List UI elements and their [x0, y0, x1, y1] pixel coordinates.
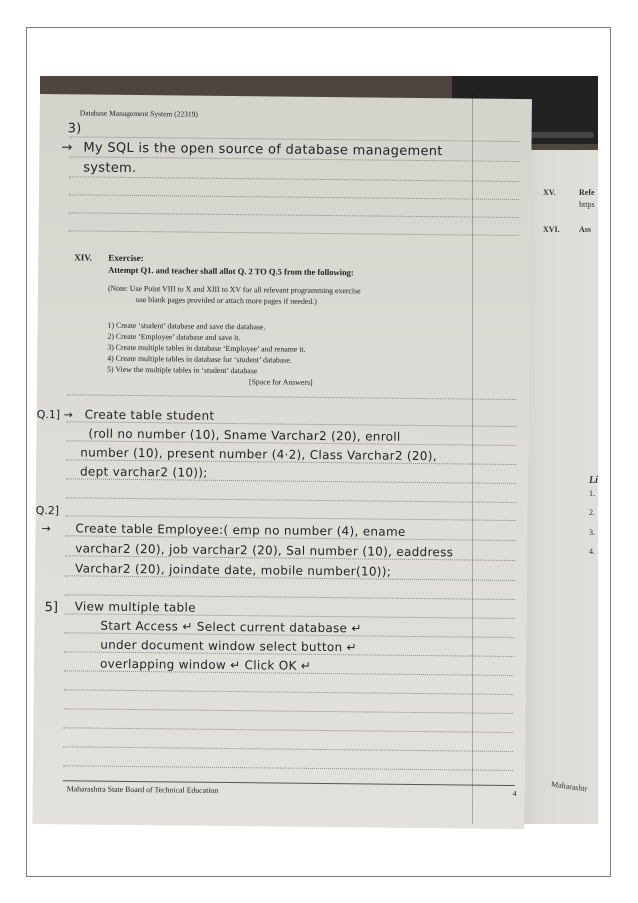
exercise-item: 5) View the multiple tables in ‘student’ database [107, 364, 258, 376]
exercise-item: 3) Create multiple tables in database ‘Employee’ and rename it. [107, 342, 306, 354]
right-xv-sub: https [579, 200, 595, 209]
answer-3-line1: My SQL is the open source of database management [83, 140, 443, 160]
q5-line2: Start Access ↵ Select current database ↵ [100, 618, 362, 636]
right-footer: Maharashtr [550, 779, 588, 794]
exercise-item: 4) Create multiple tables in database for ‘student’ database. [107, 353, 292, 365]
exercise-note-2: use blank pages provided or attach more pages if needed.) [135, 295, 317, 306]
page-number: 4 [512, 788, 517, 799]
answer-3-line2: system. [83, 160, 137, 177]
q2-line3: Varchar2 (20), joindate date, mobile number(10)); [74, 561, 392, 579]
exercise-item: 2) Create ‘Employee’ database and save it. [107, 331, 241, 343]
page-crease [472, 94, 473, 824]
q1-line1: Create table student [84, 407, 215, 423]
q1-marker: Q.1] → [36, 407, 73, 422]
right-num-4: 4. [589, 547, 595, 556]
q1-line4: dept varchar2 (10)); [79, 464, 208, 480]
q5-line4: overlapping window ↵ Click OK ↵ [99, 656, 312, 673]
q2-line2: varchar2 (20), job varchar2 (20), Sal number (10), eaddress [75, 541, 454, 560]
page-header: Database Management System (22319) [79, 108, 198, 119]
right-list-head: Li [589, 475, 598, 486]
space-for-answers: [Space for Answers] [248, 377, 313, 387]
q2-arrow: → [41, 522, 51, 536]
right-xvi: XVI. [543, 225, 560, 234]
q1-line3: number (10), present number (4·2), Class Varchar2 (20), [80, 445, 437, 464]
q2-marker: Q.2] [35, 503, 60, 518]
right-xv: XV. [543, 188, 556, 197]
right-xv-text: Refe [579, 188, 595, 197]
exercise-number: XIV. [74, 252, 92, 263]
q5-line1: View multiple table [74, 599, 196, 615]
q5-marker: 5] [44, 600, 59, 616]
exercise-heading: Exercise: [108, 252, 144, 264]
q2-line1: Create table Employee:( emp no number (4), ename [75, 521, 406, 539]
exercise-instruction: Attempt Q1. and teacher shall allot Q. 2 TO Q.5 from the following: [108, 264, 354, 278]
exercise-item: 1) Create ‘student’ database and save the database. [107, 320, 266, 332]
notebook-page [32, 94, 532, 829]
q1-line2: (roll no number (10), Sname Varchar2 (20), enroll [88, 426, 401, 444]
right-num-3: 3. [589, 528, 595, 537]
answer-3-number: 3) [67, 121, 82, 137]
exercise-note-1: (Note: Use Point VIII to X and XIII to XV for all relevant programming exercise [107, 283, 361, 296]
answer-3-arrow: → [61, 140, 73, 156]
right-num-2: 2. [589, 508, 595, 517]
right-xvi-text: Ass [579, 225, 592, 234]
right-num-1: 1. [589, 489, 595, 498]
q5-line3: under document window select button ↵ [100, 637, 357, 655]
page-footer: Maharashtra State Board of Technical Education [66, 784, 219, 795]
